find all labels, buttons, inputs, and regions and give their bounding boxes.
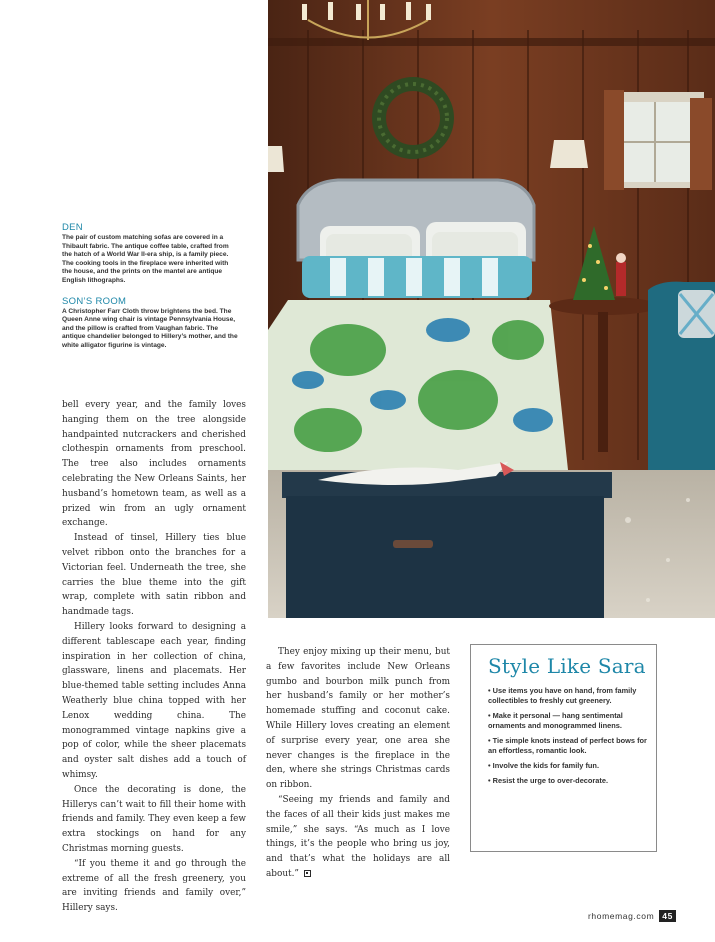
caption-title: DEN [62, 222, 83, 233]
sidebar-tip: • Make it personal — hang sentimental ornaments and monogrammed linens. [488, 711, 623, 730]
paragraph: Hillery looks forward to designing a different tablescape each year, finding inspiration in her collection of china, glassware, linens and placemats. Her blue-themed table setting includes Anna Weatherly blue china topped with her Lenox wedding china. The monogrammed vintage napkins give a pop of color, while the sheer placemats and oyster salt dishes add a touch of whimsy. [62, 621, 246, 780]
style-tips-sidebar [470, 644, 657, 852]
caption-den [62, 222, 240, 286]
caption-sons-room [62, 296, 240, 351]
sidebar-tip: • Use items you have on hand, from family collectibles to freshly cut greenery. [488, 686, 637, 705]
caption-title: SON’S ROOM [62, 295, 127, 307]
sidebar-tip: • Tie simple knots instead of perfect bows for an effortless, romantic look. [488, 736, 647, 755]
sidebar-tip: • Involve the kids for family fun. [488, 761, 600, 770]
photo-captions [62, 222, 240, 361]
article-column-1 [62, 398, 246, 916]
sidebar-title: Style Like Sara [488, 654, 646, 678]
paragraph: bell every year, and the family loves hanging them on the tree alongside handpainted nutcrackers and cherished clothespin ornaments from preschool. The tree also includes ornaments celebrating the New Orleans Saints, her husband’s hometown team, as well as a prized win from an ugly ornament exchange. [62, 400, 246, 529]
paragraph: Once the decorating is done, the Hillerys can’t wait to fill their home with friends and family. They even keep a few extra stockings on hand for any Christmas morning guests. [62, 784, 246, 854]
paragraph: Instead of tinsel, Hillery ties blue velvet ribbon onto the branches for a Victorian feel. Underneath the tree, she carries the blue theme into the gift wrap, complete with satin ribbon and handmade tags. [62, 533, 246, 618]
sidebar-tip: • Resist the urge to over-decorate. [488, 776, 609, 785]
article-column-2 [266, 645, 450, 882]
caption-body: A Christopher Farr Cloth throw brightens the bed. The Queen Anne wing chair is vintage Pennsylvania House, and the pillow is crafted from Vaughan fabric. The antique chandelier belonged to Hillery’s mother, and the white alligator figurine is vintage. [62, 307, 238, 349]
page-number: 45 [659, 910, 676, 922]
bedroom-illustration [268, 0, 715, 618]
paragraph: “If you theme it and go through the extreme of all the fresh greenery, you are inviting friends and family over,” Hillery says. [62, 858, 246, 914]
paragraph-final [266, 793, 450, 882]
sidebar-list [488, 686, 648, 786]
paragraph: They enjoy mixing up their menu, but a few favorites include New Orleans gumbo and bourbon milk punch from her husband’s family or her mother’s homemade stuffing and coconut cake. While Hillery loves creating an element of surprise every year, one area she never changes is the fireplace in the den, where she strings Christmas cards on ribbon. [266, 647, 450, 791]
page-footer [588, 910, 676, 922]
end-mark-icon [304, 870, 311, 877]
caption-body: The pair of custom matching sofas are covered in a Thibault fabric. The antique coffee table, crafted from the hatch of a World War II-era ship, is a family piece. The cooking tools in the fireplace were inherited with the house, and the prints on the mantel are antique English lithographs. [62, 234, 229, 284]
site-url: rhomemag.com [588, 911, 655, 921]
bedroom-photo [268, 0, 715, 618]
paragraph-text: “Seeing my friends and family and the faces of all their kids just makes me smile,” she says. “As much as I love things, it’s the people who bring us joy, and that’s what the holidays are all about.” [266, 794, 450, 879]
